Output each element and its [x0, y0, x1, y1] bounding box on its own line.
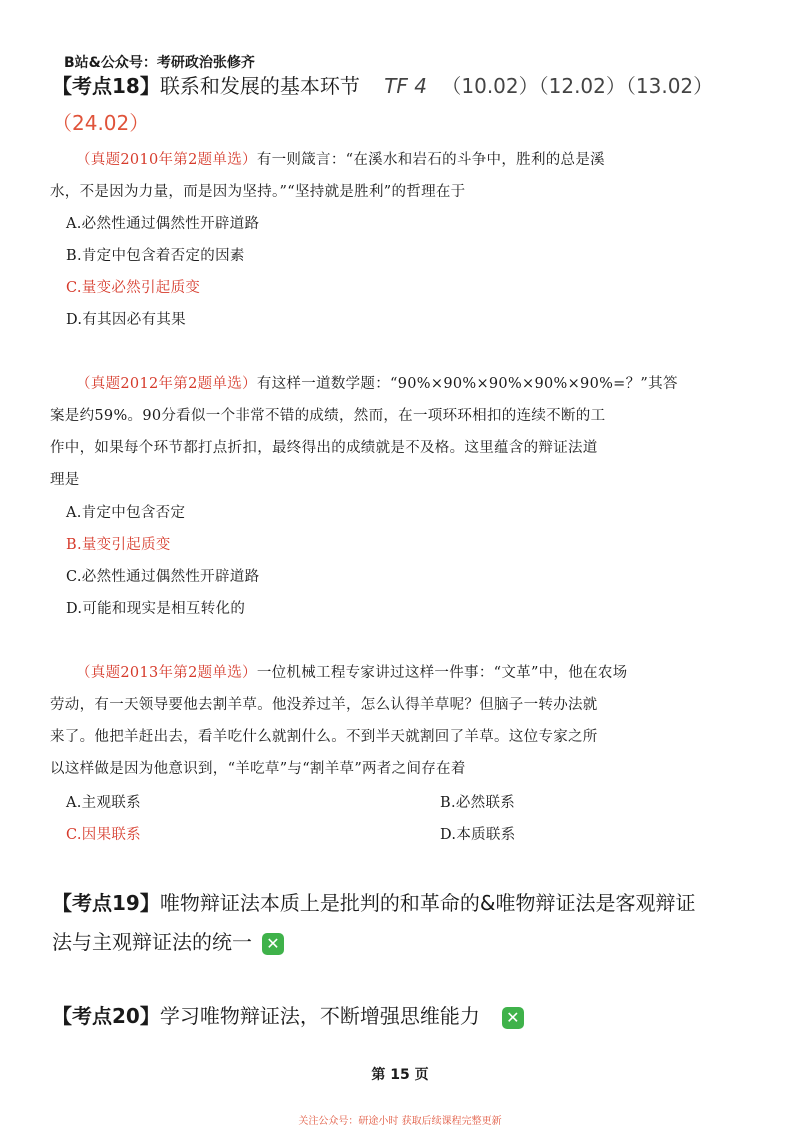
kd18-heading: [52, 70, 752, 102]
q2-option-c: C.必然性通过偶然性开辟道路: [66, 569, 260, 585]
kd19-title-line1: 唯物辩证法本质上是批判的和革命的&唯物辩证法是客观辩证: [159, 891, 696, 915]
q3-option-d: D.本质联系: [440, 827, 516, 843]
q3-option-a: A.主观联系: [66, 795, 141, 811]
q3-stem-line1: [76, 657, 756, 689]
kd19-title-line2: 法与主观辩证法的统一: [52, 930, 252, 954]
q2-line4: 理是: [50, 472, 80, 488]
q3-option-c-answer: C.因果联系: [66, 827, 141, 843]
q1-stem-line1: [76, 144, 756, 176]
q2-source: （真题2012年第2题单选）: [76, 376, 257, 392]
q2-stem-line1: [76, 368, 756, 400]
kd18-tf: TF 4: [384, 74, 428, 98]
kd18-red-year: （24.02）: [52, 111, 150, 135]
q3-line1: 一位机械工程专家讲过这样一件事：“文革”中，他在农场: [256, 665, 628, 681]
kd20-heading: [52, 1000, 524, 1032]
q3-option-b: B.必然联系: [440, 795, 516, 811]
q1-line2: 水，不是因为力量，而是因为坚持。”“坚持就是胜利”的哲理在于: [50, 184, 466, 200]
q1-option-b: B.肯定中包含着否定的因素: [66, 248, 245, 264]
x-mark-icon: ✕: [262, 933, 284, 955]
q1-line1: 有一则箴言：“在溪水和岩石的斗争中，胜利的总是溪: [256, 152, 605, 168]
q3-line4: 以这样做是因为他意识到，“羊吃草”与“割羊草”两者之间存在着: [50, 761, 466, 777]
page-number: 第 15 页: [371, 1067, 429, 1083]
kd20-title: 学习唯物辩证法，不断增强思维能力: [159, 1004, 480, 1028]
kd20-tag: 【考点20】: [52, 1004, 160, 1028]
q2-option-a: A.肯定中包含否定: [66, 505, 186, 521]
q1-option-c-answer: C.量变必然引起质变: [66, 280, 201, 296]
kd18-years: （10.02）（12.02）（13.02）: [441, 74, 714, 98]
q3-source: （真题2013年第2题单选）: [76, 665, 257, 681]
q3-line2: 劳动，有一天领导要他去割羊草。他没养过羊，怎么认得羊草呢？但脑子一转办法就: [50, 697, 598, 713]
q3-line3: 来了。他把羊赶出去，看羊吃什么就割什么。不到半天就割回了羊草。这位专家之所: [50, 729, 598, 745]
x-mark-icon: ✕: [502, 1007, 524, 1029]
q1-option-d: D.有其因必有其果: [66, 312, 186, 328]
q2-option-b-answer: B.量变引起质变: [66, 537, 171, 553]
kd18-tag: 【考点18】: [52, 74, 160, 98]
header-note: B站&公众号：考研政治张修齐: [64, 55, 255, 71]
q2-line1: 有这样一道数学题：“90%×90%×90%×90%×90%=？”其答: [256, 376, 678, 392]
kd19-tag: 【考点19】: [52, 891, 160, 915]
q2-line2: 案是约59%。90分看似一个非常不错的成绩，然而，在一项环环相扣的连续不断的工: [50, 408, 606, 424]
q1-option-a: A.必然性通过偶然性开辟道路: [66, 216, 260, 232]
footer-note: 关注公众号：研途小时 获取后续课程完整更新: [298, 1116, 502, 1127]
kd18-title: 联系和发展的基本环节: [159, 74, 360, 98]
kd19-heading-line1: [52, 887, 772, 919]
kd19-heading-line2: [52, 926, 284, 958]
q1-source: （真题2010年第2题单选）: [76, 152, 257, 168]
q2-option-d: D.可能和现实是相互转化的: [66, 601, 246, 617]
q2-line3: 作中，如果每个环节都打点折扣，最终得出的成绩就是不及格。这里蕴含的辩证法道: [50, 440, 598, 456]
